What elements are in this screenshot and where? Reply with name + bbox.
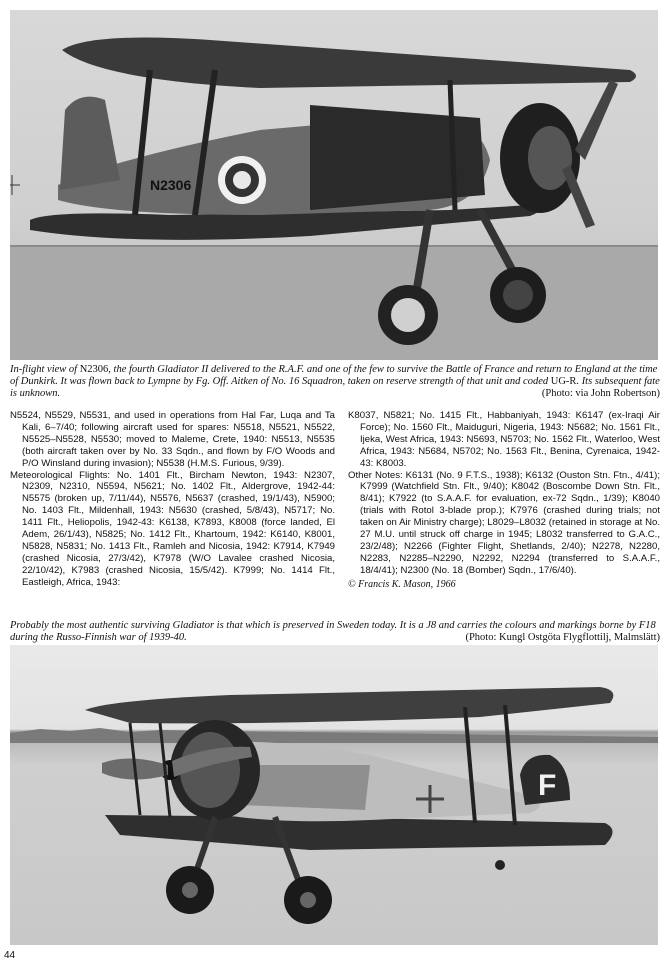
caption-top-tail: . Its subsequent fate is unknown. xyxy=(10,376,660,399)
paragraph-meteorological-flights: Meteorological Flights: No. 1401 Flt., Bircham Newton, 1943: N2307, N2309, N2310, N5594, N5621; No. 1402 Flt., Aldergrove, 1942-44: N5575 (broken up, 7/11/44), N5576, N5637 (crashed, 19/1/43), N5900; No. 1403 Flt., Mildenhall, 1943: N5630 (crashed, 5/8/43), N5717; No. 1411 Flt., Heliopolis, 1942-43: K6138, K7893, K8008 (force landed, El Adem, 26/1/43), N5825; No. 1412 Flt., Khartoum, 1942: K6140, K8001, N5828, N5831; No. 1413 Flt., Ramleh and Nicosia, 1942: K7914, K7949 (crashed Nicosia, 27/3/42), K7978 (W/O Lavalee crashed Nicosia, 22/10/42), K7983 (crashed Nicosia, 15/5/42). K7999; No. 1414 Flt., Eastleigh, Africa, 1943: xyxy=(10,469,335,588)
photo-gladiator-sweden xyxy=(10,645,658,945)
aircraft-serial: N2306 xyxy=(150,177,192,193)
paragraph-flights-continued: K8037, N5821; No. 1415 Flt., Habbaniyah, 1943: K6147 (ex-Iraqi Air Force); No. 1560 Flt., Maiduguri, Nigeria, 1943: N5682; No. 1561 Flt., Ijeka, West Africa, 1943: N5693, N5703; No. 1562 Flt., Waterloo, West Africa, 1943: N5684, N5702; No. 1563 Flt., Benina, Cyrenaica, 1942-43: K8003. xyxy=(348,410,660,469)
caption-top-code: UG-R xyxy=(550,376,577,387)
caption-top-serial: N2306 xyxy=(79,364,109,375)
author-signature: © Francis K. Mason, 1966 xyxy=(348,578,456,590)
caption-bottom xyxy=(10,620,660,644)
caption-bottom-text: Probably the most authentic surviving Gladiator is that which is preserved in Sweden today. It is a J8 and carries the colours and markings borne by F18 during the Russo-Finnish war of 1939-40. xyxy=(10,620,656,643)
caption-top-pre: In-flight view of xyxy=(10,364,80,375)
caption-top xyxy=(10,364,660,400)
tail-letter: F xyxy=(538,769,557,802)
caption-bottom-credit: (Photo: Kungl Ostgöta Flygflottilj, Malmslätt) xyxy=(465,632,660,643)
text-column-left xyxy=(10,410,335,589)
page-number: 44 xyxy=(4,950,16,961)
paragraph-other-notes: Other Notes: K6131 (No. 9 F.T.S., 1938); K6132 (Ouston Stn. Ftn., 4/41); K7999 (Watchfield Stn. Flt., 9/40); K8042 (Boscombe Down Stn. Flt., 8/41); K7922 (to S.A.A.F. for evaluation, ex-72 Sqdn., 1/39); K8040 (trials with Rotol 3-blade prop.); K7976 (crashed during trials; not taken on Air Ministry charge); L8029–L8032 (retained in storage at No. 27 M.U. until struck off charge in 1945; L8032 transferred to G.A.C., 23/2/48); N2266 (Fighter Flight, Shetlands, 2/40); N2278, N2280, N2283, N2285–N2290, N2292, N2294 (transferred to S.A.A.F., 18/4/41); N2300 (No. 18 (Bomber) Sqdn., 17/6/40). xyxy=(348,469,660,576)
caption-top-body: , the fourth Gladiator II delivered to the R.A.F. and one of the few to survive the Battle of France and return to England at the time of Dunkirk. It was flown back to Lympne by Fg. Off. Aitken of No. 16 Squadron, taken on reserve strength of that unit and coded xyxy=(10,364,658,387)
photo-gladiator-in-flight xyxy=(10,10,658,360)
caption-top-credit: (Photo: via John Robertson) xyxy=(541,388,660,399)
text-column-right xyxy=(348,410,660,591)
paragraph-malta-crete: N5524, N5529, N5531, and used in operations from Hal Far, Luqa and Ta Kali, 6–7/40; following aircraft used for spares: N5518, N5521, N5522, N5525–N5528, N5530; moved to Maleme, Crete, 1940: N5513, N5535 (both aircraft taken over by No. 33 Sqdn., and flown by F/O Woods and P/O Winsland during invasion); N5538 (H.M.S. Furious, 9/39). xyxy=(10,410,335,469)
